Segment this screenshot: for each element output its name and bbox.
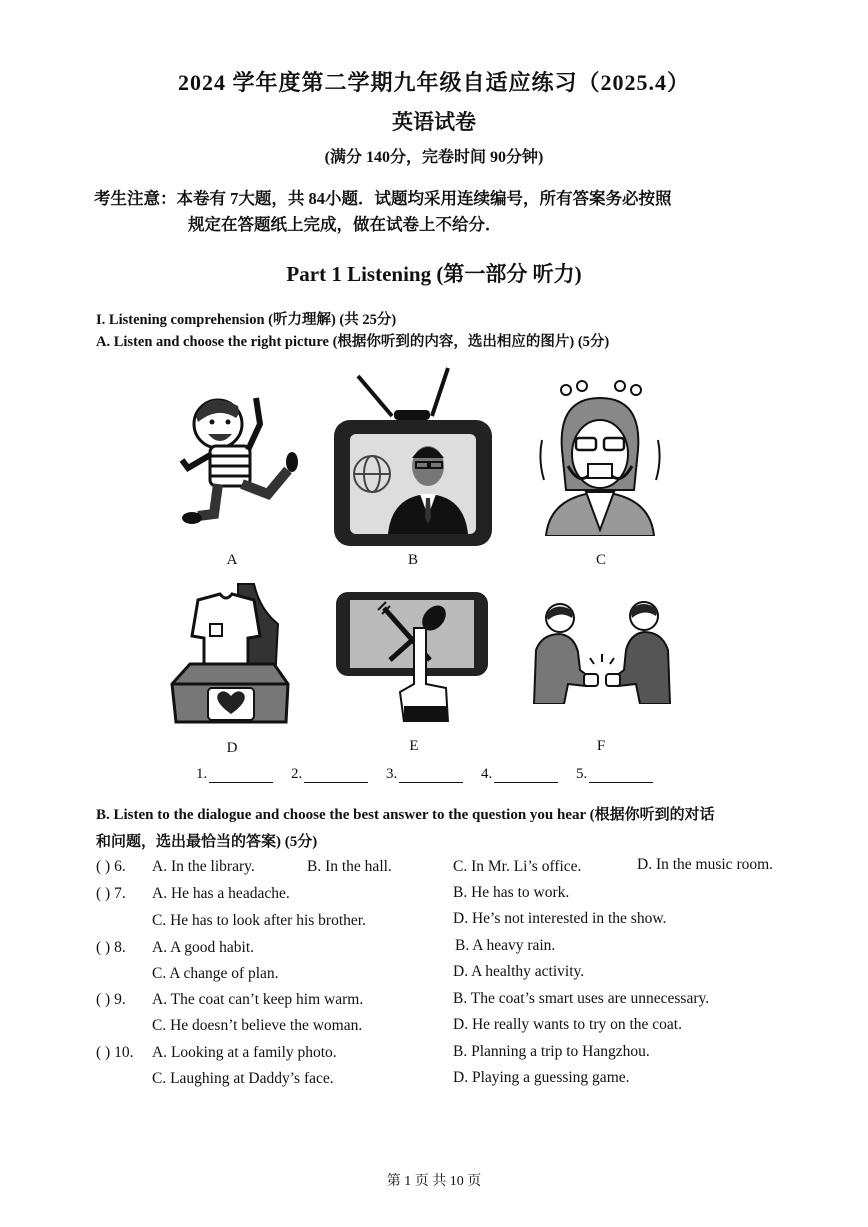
section-b-line-1: B. Listen to the dialogue and choose the best answer to the question you hear (根据你听到的对话 (96, 807, 715, 823)
subject-title: 英语试卷 (392, 110, 476, 134)
blank-4[interactable]: 4. (481, 766, 558, 783)
picture-label-e: E (409, 738, 419, 754)
question-10-option-c: C. Laughing at Daddy’s face. (152, 1070, 334, 1087)
question-9-option-a: A. The coat can’t keep him warm. (152, 991, 364, 1008)
picture-label-f: F (596, 738, 606, 754)
section-a-heading: A. Listen and choose the right picture (根据你听到的内容，选出相应的图片) (5分) (96, 334, 610, 350)
blank-3[interactable]: 3. (386, 766, 463, 783)
question-8-option-c: C. A change of plan. (152, 965, 279, 982)
question-7-number[interactable]: ( ) 7. (96, 885, 126, 902)
question-6-option-d: D. In the music room. (637, 856, 774, 873)
picture-label-c: C (595, 552, 606, 568)
section-b-heading (96, 802, 796, 856)
question-9-option-b: B. The coat’s smart uses are unnecessary. (453, 990, 710, 1007)
section-b-line-2: 和问题，选出最恰当的答案) (5分) (96, 834, 318, 850)
question-7-option-d: D. He’s not interested in the show. (453, 910, 667, 927)
exam-notice (94, 186, 794, 238)
question-6-option-b: B. In the hall. (307, 858, 392, 875)
picture-label-d: D (226, 740, 238, 756)
notice-line-2: 规定在答题纸上完成，做在试卷上不给分． (188, 215, 502, 234)
question-8-option-b: B. A heavy rain. (455, 937, 556, 954)
question-10-option-d: D. Playing a guessing game. (453, 1069, 630, 1086)
question-9-number[interactable]: ( ) 9. (96, 991, 126, 1008)
happy-jumping-boy-icon (168, 384, 308, 539)
clothes-donation-box-icon (168, 580, 294, 731)
score-time-note: (满分 140分，完卷时间 90分钟) (324, 149, 544, 166)
section-i-heading: I. Listening comprehension (听力理解) (共 25分) (96, 312, 397, 328)
question-9-option-d: D. He really wants to try on the coat. (453, 1016, 682, 1033)
question-10-number[interactable]: ( ) 10. (96, 1044, 134, 1061)
blank-5[interactable]: 5. (576, 766, 653, 783)
question-6-number[interactable]: ( ) 6. (96, 858, 126, 875)
blank-2[interactable]: 2. (291, 766, 368, 783)
question-8-option-a: A. A good habit. (152, 939, 255, 956)
question-10-option-b: B. Planning a trip to Hangzhou. (453, 1043, 650, 1060)
picture-label-b: B (407, 552, 418, 568)
question-6-option-c: C. In Mr. Li’s office. (453, 858, 582, 875)
question-8-number[interactable]: ( ) 8. (96, 939, 126, 956)
shocked-woman-icon (538, 380, 662, 541)
exam-title: 2024 学年度第二学期九年级自适应练习（2025.4） (177, 70, 690, 95)
question-6-option-a: A. In the library. (152, 858, 255, 875)
part-1-title: Part 1 Listening (第一部分 听力) (286, 262, 582, 286)
question-7-option-a: A. He has a headache. (152, 885, 290, 902)
question-7-option-b: B. He has to work. (453, 884, 570, 901)
picture-label-a: A (226, 552, 238, 568)
question-10-option-a: A. Looking at a family photo. (152, 1044, 337, 1061)
two-men-fist-bump-icon (528, 600, 676, 709)
tv-news-anchor-icon (332, 366, 494, 555)
notice-line-1: 考生注意：本卷有 7大题，共 84小题．试题均采用连续编号，所有答案务必按照 (94, 189, 672, 208)
phone-food-app-icon (334, 588, 490, 727)
page-footer: 第 1 页 共 10 页 (386, 1174, 482, 1189)
answer-blanks (196, 766, 667, 783)
blank-1[interactable]: 1. (196, 766, 273, 783)
question-8-option-d: D. A healthy activity. (453, 963, 585, 980)
question-9-option-c: C. He doesn’t believe the woman. (152, 1017, 363, 1034)
question-7-option-c: C. He has to look after his brother. (152, 912, 366, 929)
